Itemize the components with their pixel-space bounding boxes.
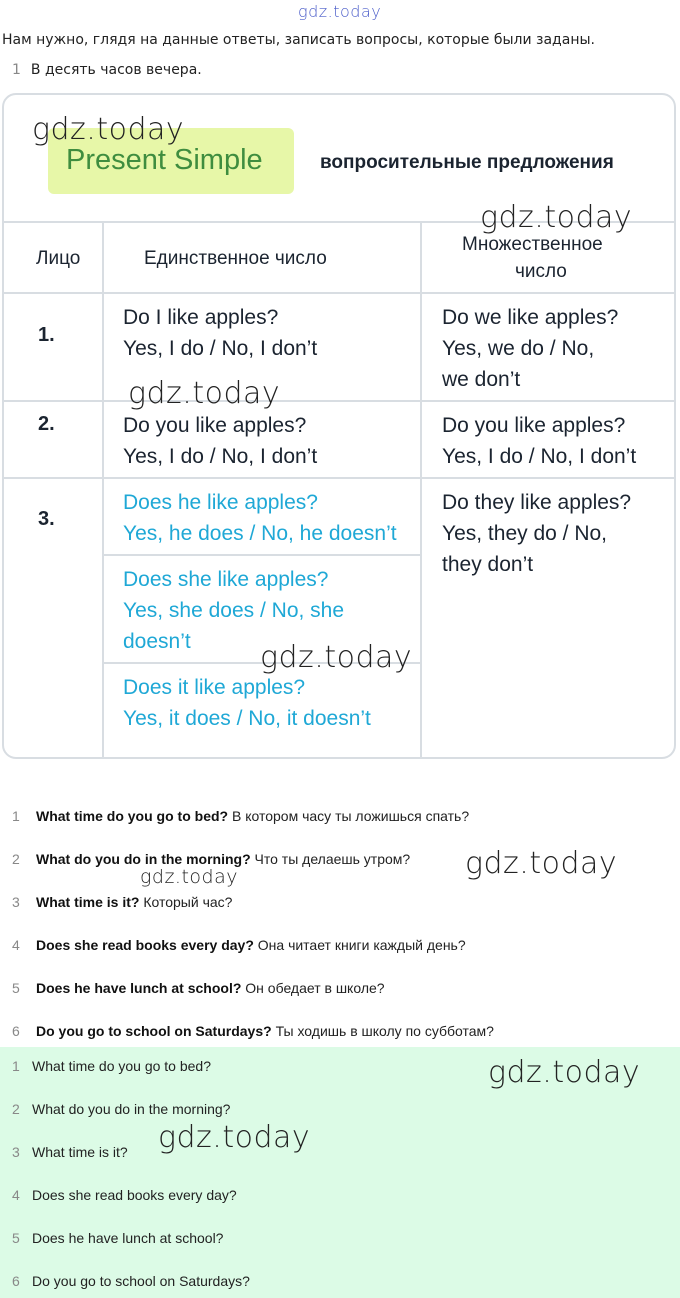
answer-text: What time do you go to bed? bbox=[32, 1058, 211, 1074]
table-cell: Yes, I do / No, I don’t bbox=[123, 445, 318, 468]
question-text: What time do you go to bed? bbox=[36, 808, 229, 824]
watermark: gdz.today bbox=[260, 640, 413, 675]
translation-text: В котором часу ты ложишься спать? bbox=[231, 808, 470, 824]
table-cell-highlight: Yes, he does / No, he doesn’t bbox=[123, 522, 397, 545]
example-text: В десять часов вечера. bbox=[30, 62, 202, 78]
watermark: gdz.today bbox=[128, 376, 281, 411]
answer-text: Does he have lunch at school? bbox=[32, 1230, 224, 1246]
table-column-divider bbox=[420, 221, 422, 757]
table-cell: they don’t bbox=[442, 553, 534, 576]
answer-item bbox=[12, 1058, 211, 1074]
list-item bbox=[12, 980, 385, 996]
list-item bbox=[12, 1023, 494, 1039]
row-number: 1. bbox=[38, 324, 55, 346]
table-cell: Yes, I do / No, I don’t bbox=[123, 337, 318, 360]
question-text: What time is it? bbox=[36, 894, 140, 910]
question-text: Does she read books every day? bbox=[36, 937, 254, 953]
watermark: gdz.today bbox=[465, 846, 618, 881]
translation-text: Он обедает в школе? bbox=[245, 980, 385, 996]
row-number: 3. bbox=[38, 508, 55, 530]
list-number: 1 bbox=[12, 1058, 20, 1074]
list-item bbox=[12, 937, 466, 953]
table-cell-highlight: Yes, she does / No, she bbox=[123, 599, 345, 622]
watermark: gdz.today bbox=[158, 1120, 311, 1155]
list-number: 2 bbox=[12, 1101, 20, 1117]
table-cell-highlight: Does it like apples? bbox=[123, 676, 306, 699]
list-number: 4 bbox=[12, 937, 20, 953]
watermark: gdz.today bbox=[140, 866, 238, 888]
list-number: 4 bbox=[12, 1187, 20, 1203]
question-text: Does he have lunch at school? bbox=[36, 980, 242, 996]
list-number: 6 bbox=[12, 1023, 20, 1039]
list-number: 5 bbox=[12, 1230, 20, 1246]
list-item bbox=[12, 808, 469, 824]
row-number: 2. bbox=[38, 413, 55, 435]
table-divider bbox=[4, 477, 674, 479]
table-cell: Yes, they do / No, bbox=[442, 522, 607, 545]
badge-label: Present Simple bbox=[66, 144, 263, 176]
answer-text: Do you go to school on Saturdays? bbox=[32, 1273, 250, 1289]
answer-item bbox=[12, 1101, 230, 1117]
answer-text: What time is it? bbox=[32, 1144, 128, 1160]
table-column-divider bbox=[102, 221, 104, 757]
table-heading: вопросительные предложения bbox=[320, 152, 614, 173]
example-number: 1 bbox=[12, 62, 21, 78]
table-cell: Do you like apples? bbox=[442, 414, 626, 437]
table-cell: Do they like apples? bbox=[442, 491, 632, 514]
table-cell: Yes, I do / No, I don’t bbox=[442, 445, 637, 468]
answer-item bbox=[12, 1230, 223, 1246]
answer-item bbox=[12, 1187, 237, 1203]
question-text: Do you go to school on Saturdays? bbox=[36, 1023, 272, 1039]
answer-text: What do you do in the morning? bbox=[32, 1101, 231, 1117]
list-number: 3 bbox=[12, 894, 20, 910]
answer-text: Does she read books every day? bbox=[32, 1187, 237, 1203]
table-cell-highlight: doesn’t bbox=[123, 630, 191, 653]
list-item bbox=[12, 894, 232, 910]
header-person: Лицо bbox=[36, 248, 81, 269]
table-divider bbox=[4, 292, 674, 294]
list-item bbox=[12, 851, 410, 867]
header-singular: Единственное число bbox=[144, 248, 327, 269]
example-line bbox=[12, 62, 202, 78]
table-cell: we don’t bbox=[442, 368, 521, 391]
translation-text: Что ты делаешь утром? bbox=[254, 851, 411, 867]
answer-item bbox=[12, 1144, 128, 1160]
translation-text: Она читает книги каждый день? bbox=[257, 937, 466, 953]
answer-item bbox=[12, 1273, 250, 1289]
watermark: gdz.today bbox=[32, 112, 185, 147]
watermark: gdz.today bbox=[480, 200, 633, 235]
table-cell-highlight: Yes, it does / No, it doesn’t bbox=[123, 707, 371, 730]
table-cell: Do I like apples? bbox=[123, 306, 279, 329]
list-number: 3 bbox=[12, 1144, 20, 1160]
table-cell: Yes, we do / No, bbox=[442, 337, 595, 360]
question-text: What do you do in the morning? bbox=[36, 851, 251, 867]
list-number: 1 bbox=[12, 808, 20, 824]
table-cell-highlight: Does she like apples? bbox=[123, 568, 329, 591]
list-number: 2 bbox=[12, 851, 20, 867]
table-divider bbox=[104, 554, 422, 556]
table-cell: Do we like apples? bbox=[442, 306, 619, 329]
watermark-top: gdz.today bbox=[298, 2, 382, 21]
intro-text: Нам нужно, глядя на данные ответы, записать вопросы, которые были заданы. bbox=[2, 32, 595, 48]
header-plural-line2: число bbox=[515, 261, 567, 282]
watermark: gdz.today bbox=[488, 1055, 641, 1090]
table-cell-highlight: Does he like apples? bbox=[123, 491, 318, 514]
translation-text: Который час? bbox=[143, 894, 233, 910]
table-cell: Do you like apples? bbox=[123, 414, 307, 437]
table-divider bbox=[4, 400, 674, 402]
list-number: 6 bbox=[12, 1273, 20, 1289]
translation-text: Ты ходишь в школу по субботам? bbox=[275, 1023, 494, 1039]
header-plural-line1: Множественное bbox=[462, 234, 603, 255]
list-number: 5 bbox=[12, 980, 20, 996]
